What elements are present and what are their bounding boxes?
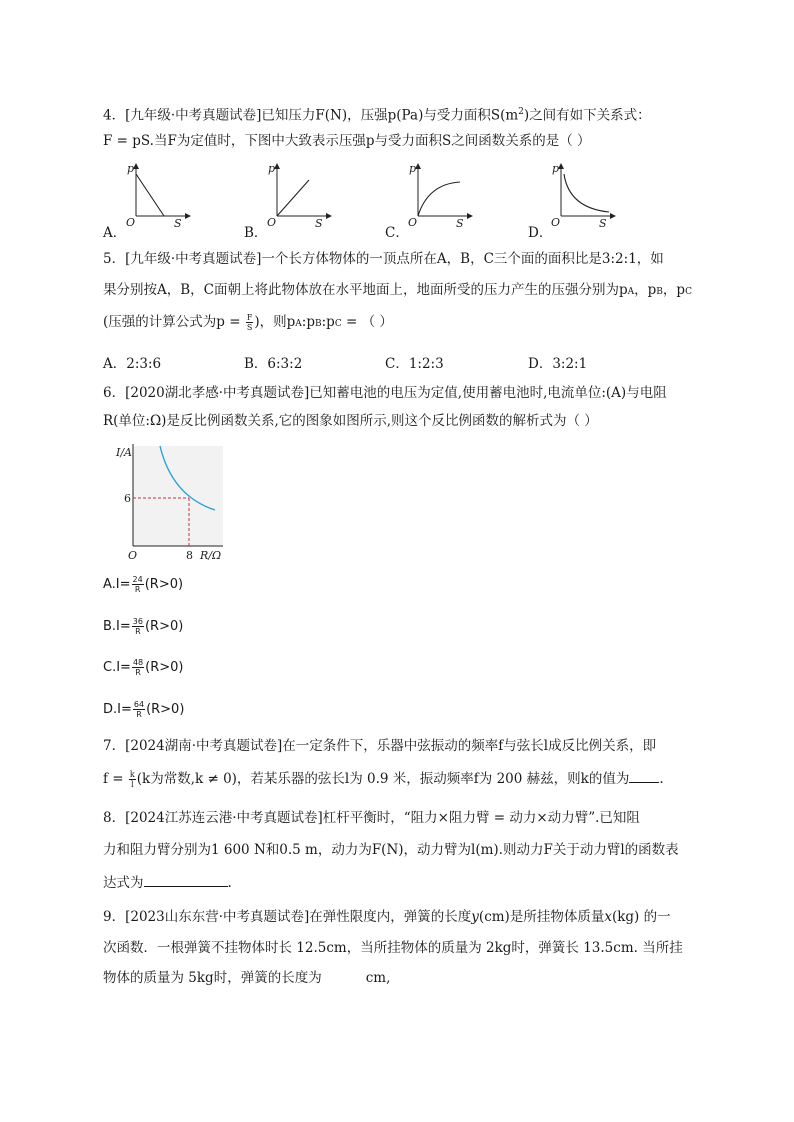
axis-label-s: S — [599, 217, 607, 228]
axis-label-p: p — [409, 162, 417, 175]
q5-text-2: 果分别按A，B，C面朝上将此物体放在水平地面上，地面所受的压力产生的压强分别为p — [103, 282, 628, 298]
q7-text-2a: f = — [103, 771, 128, 787]
q4-line2: F = pS.当F为定值时，下图中大致表示压强p与受力面积S之间函数关系的是（ ） — [103, 133, 591, 149]
option-fraction — [132, 617, 144, 636]
q7-line2 — [103, 769, 664, 789]
q8-text-1: 杠杆平衡时，“阻力×阻力臂 = 动力×动力臂”.已知阻 — [322, 810, 640, 826]
q9-number: 9． — [103, 909, 126, 925]
q4-text-1b: )之间有如下关系式： — [523, 107, 651, 124]
option-condition: (R>0) — [145, 660, 184, 675]
fraction-denominator: S — [246, 323, 253, 332]
q6-option-d — [103, 700, 184, 719]
fraction-numerator: 64 — [133, 700, 145, 709]
q4-option-a-label: A． — [103, 225, 127, 241]
q6-source: [2020湖北孝感·中考真题试卷] — [125, 385, 310, 401]
q7-text-1: 在一定条件下，乐器中弦振动的频率f与弦长l成反比例关系，即 — [282, 738, 657, 754]
q4-graph-b — [259, 160, 339, 228]
option-label: A.I= — [103, 577, 131, 592]
q9-text-1c: (cm)是所挂物体质量 — [478, 909, 605, 925]
q7-text-2b: (k为常数,k ≠ 0)，若某乐器的弦长l为 0.9 米，振动频率f为 200 赫兹，则k的值为 — [136, 771, 630, 787]
q5-ratio-sub-c: C — [334, 319, 342, 329]
q9-source: [2023山东东营·中考真题试卷] — [125, 909, 310, 925]
tick-label-6: 6 — [124, 492, 131, 505]
q4-source: [九年级·中考真题试卷] — [125, 107, 262, 124]
axis-label-p: p — [552, 162, 560, 175]
q5-source: [九年级·中考真题试卷] — [125, 251, 262, 267]
origin-label: O — [551, 216, 561, 228]
option-condition: (R>0) — [144, 619, 184, 634]
q4-graph-c — [400, 160, 480, 228]
q7-line1 — [103, 737, 656, 755]
q6-line2: R(单位:Ω)是反比例函数关系,它的图象如图所示,则这个反比例函数的解析式为（ ） — [103, 413, 598, 429]
option-fraction — [132, 658, 144, 677]
graph-background — [133, 446, 223, 546]
q4-line1 — [103, 103, 651, 125]
q5-text-3b: )，则p — [254, 314, 296, 330]
fraction-denominator: R — [134, 585, 141, 594]
q5-sub-a: A — [627, 287, 635, 297]
origin-label: O — [128, 549, 138, 560]
axis-label-r: R/Ω — [200, 549, 222, 560]
q8-source: [2024江苏连云港·中考真题试卷] — [125, 810, 323, 826]
q9-text-1e: (kg) 的一 — [611, 909, 671, 925]
axis-label-p: p — [268, 162, 276, 175]
q9-line2: 次函数．一根弹簧不挂物体时长 12.5cm，当所挂物体的质量为 2kg时，弹簧长 13.5cm. 当所挂 — [103, 940, 683, 956]
q4-option-c-label: C． — [385, 225, 409, 241]
q6-option-c — [103, 658, 183, 677]
q6-text-1: 已知蓄电池的电压为定值,使用蓄电池时,电流单位:(A)与电阻 — [309, 385, 667, 401]
axis-label-s: S — [456, 217, 464, 228]
axis-label-i: I/A — [116, 446, 132, 459]
q7-number: 7． — [103, 738, 126, 754]
q4-text-1a: 已知压力F(N)，压强p(Pa)与受力面积S(m — [261, 107, 519, 124]
q4-option-d-label: D． — [528, 225, 553, 241]
q5-line2: 果分别按A，B，C面朝上将此物体放在水平地面上，地面所受的压力产生的压强分别为pA，pB，pC — [103, 282, 692, 298]
q6-option-b — [103, 617, 183, 636]
q9-var-x: x — [604, 909, 612, 925]
q5-number: 5． — [103, 251, 126, 267]
q5-option-d: D．3:2:1 — [528, 356, 588, 372]
fraction-numerator: 24 — [132, 575, 143, 584]
q5-line3: (压强的计算公式为p = $\frac{F}{S}$ )，则pA:pB:pC = （ ） — [103, 313, 393, 332]
q9-line3 — [103, 969, 390, 987]
q6-line1 — [103, 384, 667, 402]
graph-a-line — [136, 174, 164, 216]
origin-label: O — [408, 216, 418, 228]
axis-label-p: p — [127, 162, 135, 175]
option-fraction — [132, 575, 144, 594]
q4-graph-a — [118, 160, 198, 228]
q9-line1 — [103, 908, 671, 926]
axis-label-s: S — [315, 217, 323, 228]
q9-text-3a: 物体的质量为 5kg时，弹簧的长度为 — [103, 970, 322, 986]
fraction-numerator: F — [246, 313, 253, 322]
fraction-numerator: 36 — [132, 617, 143, 626]
q9-var-y: y — [471, 909, 479, 925]
fraction-denominator: R — [135, 668, 141, 677]
q7-text-2c: . — [659, 771, 664, 787]
q6-graph — [100, 440, 235, 560]
q5-option-c: C．1:2:3 — [385, 356, 444, 372]
q8-text-3b: . — [227, 875, 232, 891]
option-label: B.I= — [103, 619, 131, 634]
q7-source: [2024湖南·中考真题试卷] — [125, 738, 283, 754]
q5-formula-fraction — [246, 313, 254, 332]
q4-superscript: 2 — [518, 107, 524, 117]
q4-number: 4． — [103, 107, 126, 124]
option-condition: (R>0) — [146, 702, 185, 717]
q5-option-a: A．2:3:6 — [103, 356, 162, 372]
q5-option-b: B．6:3:2 — [244, 356, 303, 372]
q6-number: 6． — [103, 385, 126, 401]
q5-ratio-sub-b: B — [315, 319, 322, 329]
q6-option-a — [103, 575, 183, 594]
origin-label: O — [267, 216, 277, 228]
q4-option-b-label: B． — [244, 225, 268, 241]
q8-answer-blank[interactable] — [144, 873, 228, 887]
option-label: C.I= — [103, 660, 131, 675]
q4-graph-d — [543, 160, 623, 228]
q5-ratio-sub-a: A — [295, 319, 302, 329]
origin-label: O — [126, 216, 136, 228]
graph-d-curve — [564, 174, 609, 212]
option-condition: (R>0) — [144, 577, 184, 592]
graph-b-line — [277, 180, 309, 216]
q5-text-3c: = （ ） — [341, 314, 393, 330]
q8-number: 8． — [103, 810, 126, 826]
q9-text-1a: 在弹性限度内，弹簧的长度 — [309, 909, 472, 925]
fraction-denominator: R — [135, 627, 141, 636]
q5-text-3a: (压强的计算公式为p = — [103, 314, 245, 330]
q5-sub-c: C — [685, 287, 692, 297]
fraction-numerator: k — [129, 770, 135, 779]
q5-line1 — [103, 250, 664, 268]
option-label: D.I= — [103, 702, 132, 717]
axis-label-s: S — [174, 217, 182, 228]
option-fraction — [133, 700, 145, 719]
fraction-denominator: l — [131, 780, 134, 789]
q5-sub-b: B — [656, 287, 663, 297]
q8-text-3a: 达式为 — [103, 875, 144, 891]
graph-c-curve — [418, 182, 460, 216]
q7-answer-blank[interactable] — [629, 769, 659, 783]
fraction-denominator: R — [136, 710, 142, 719]
q8-line3 — [103, 873, 232, 892]
q9-text-3b: cm, — [365, 970, 391, 986]
q8-line1 — [103, 809, 640, 827]
q7-formula-fraction — [129, 770, 136, 789]
q5-text-1: 一个长方体物体的一顶点所在A，B，C三个面的面积比是3:2:1，如 — [261, 251, 664, 267]
tick-label-8: 8 — [186, 549, 193, 560]
q8-line2: 力和阻力臂分别为1 600 N和0.5 m，动力为F(N)，动力臂为l(m).则动力F关于动力臂l的函数表 — [103, 842, 679, 858]
fraction-numerator: 48 — [132, 658, 144, 667]
